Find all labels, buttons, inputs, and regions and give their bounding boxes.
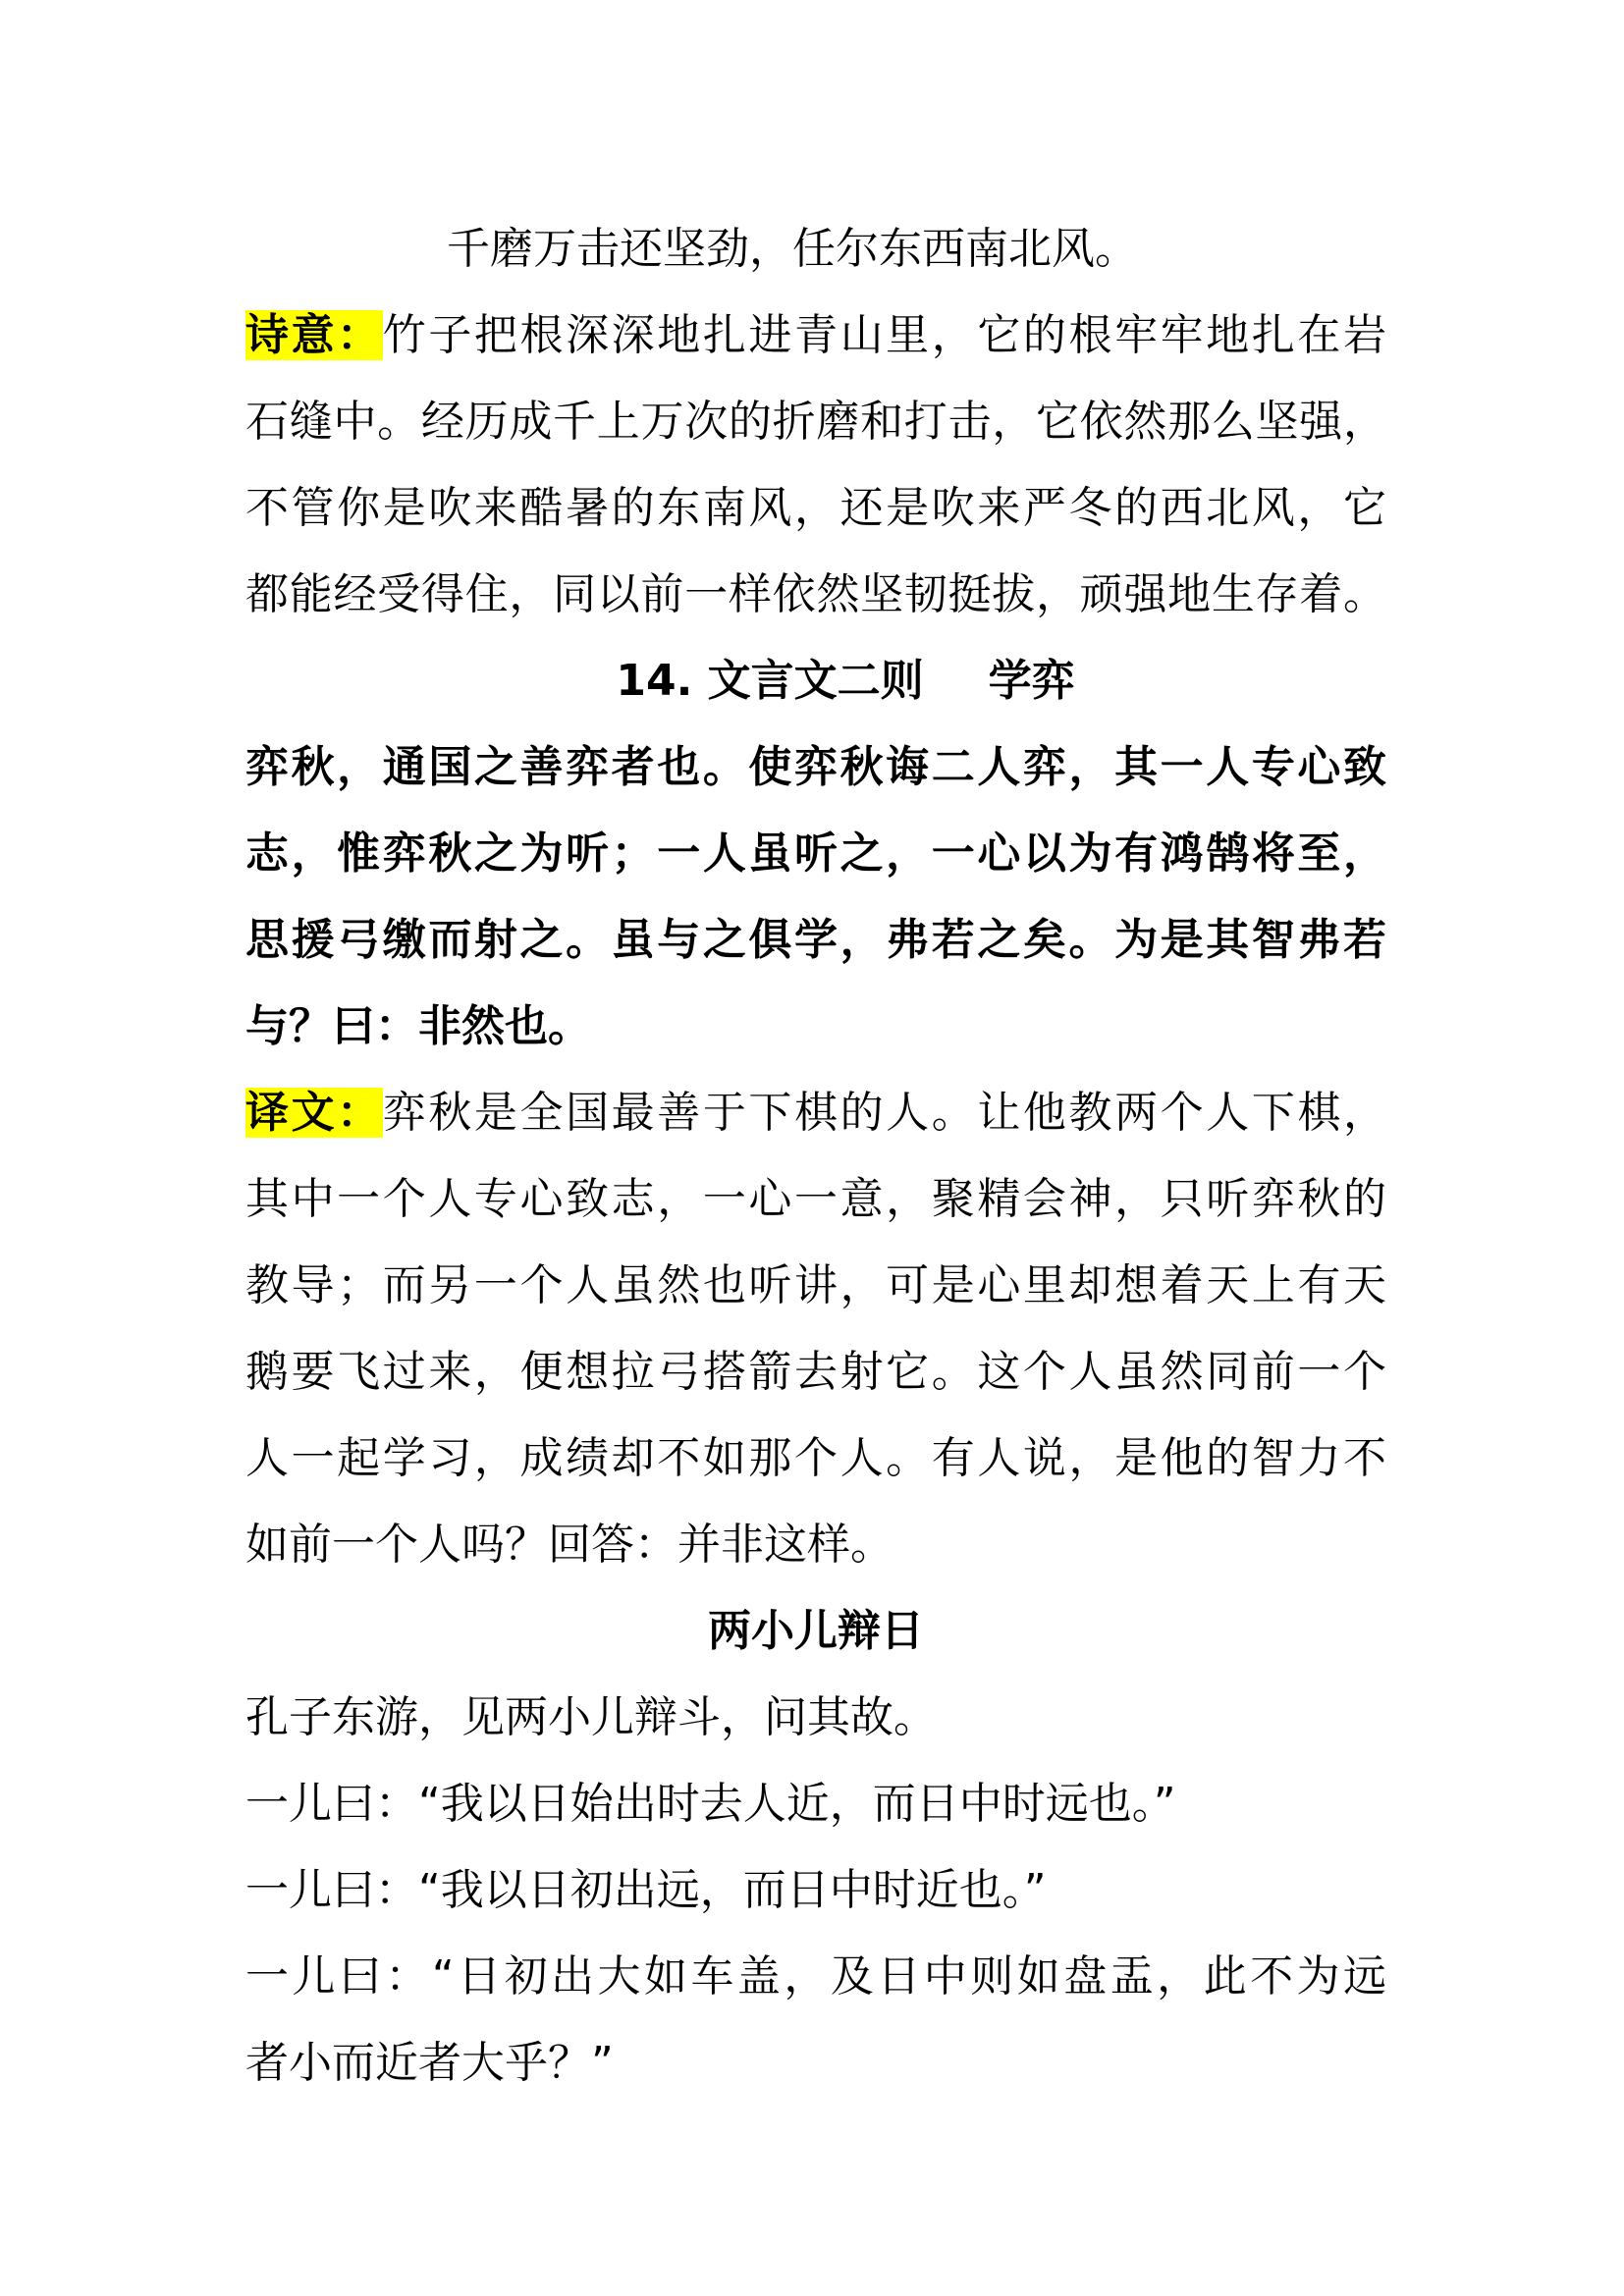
- story-line-5: 者小而近者大乎？”: [245, 2038, 614, 2088]
- translation-line-1: [245, 1070, 1386, 1156]
- original-text-line-4: 与？曰：非然也。: [245, 1001, 591, 1051]
- poem-meaning-line-4: 都能经受得住，同以前一样依然坚韧挺拔，顽强地生存着。: [245, 569, 1386, 619]
- story-line-4: 一儿曰：“日初出大如车盖，及日中则如盘盂，此不为远: [245, 1951, 1386, 2002]
- document-page: [245, 206, 1386, 2107]
- poem-meaning-line-1: [245, 293, 1386, 379]
- poem-meaning-text-1: 竹子把根深深地扎进青山里，它的根牢牢地扎在岩: [382, 310, 1386, 360]
- section-title: 两小儿辩日: [708, 1606, 924, 1656]
- poem-last-line: 千磨万击还坚劲，任尔东西南北风。: [447, 224, 1138, 274]
- story-line-2: 一儿曰：“我以日始出时去人近，而日中时远也。”: [245, 1779, 1176, 1829]
- lesson-title-main: 14. 文言文二则: [616, 656, 924, 706]
- lesson-title-sub: 学弈: [988, 656, 1075, 706]
- original-text-line-1: 弈秋，通国之善弈者也。使弈秋诲二人弈，其一人专心致: [245, 742, 1386, 792]
- translation-line-6: 如前一个人吗？回答：并非这样。: [245, 1520, 893, 1570]
- poem-meaning-line-2: 石缝中。经历成千上万次的折磨和打击，它依然那么坚强，: [245, 397, 1386, 447]
- story-line-3: 一儿曰：“我以日初出远，而日中时近也。”: [245, 1865, 1047, 1915]
- translation-line-2: 其中一个人专心致志，一心一意，聚精会神，只听弈秋的: [245, 1174, 1386, 1224]
- original-text-line-2: 志，惟弈秋之为听；一人虽听之，一心以为有鸿鹄将至，: [245, 828, 1386, 879]
- translation-label: 译文：: [245, 1088, 383, 1138]
- translation-text-1: 弈秋是全国最善于下棋的人。让他教两个人下棋，: [382, 1088, 1386, 1138]
- translation-line-3: 教导；而另一个人虽然也听讲，可是心里却想着天上有天: [245, 1260, 1386, 1310]
- lesson-title: [245, 638, 1386, 724]
- translation-line-5: 人一起学习，成绩却不如那个人。有人说，是他的智力不: [245, 1433, 1386, 1483]
- poem-meaning-label: 诗意：: [245, 310, 383, 360]
- translation-line-4: 鹅要飞过来，便想拉弓搭箭去射它。这个人虽然同前一个: [245, 1347, 1386, 1397]
- poem-meaning-line-3: 不管你是吹来酷暑的东南风，还是吹来严冬的西北风，它: [245, 483, 1386, 533]
- original-text-line-3: 思援弓缴而射之。虽与之俱学，弗若之矣。为是其智弗若: [245, 915, 1386, 965]
- story-line-1: 孔子东游，见两小儿辩斗，问其故。: [245, 1692, 937, 1742]
